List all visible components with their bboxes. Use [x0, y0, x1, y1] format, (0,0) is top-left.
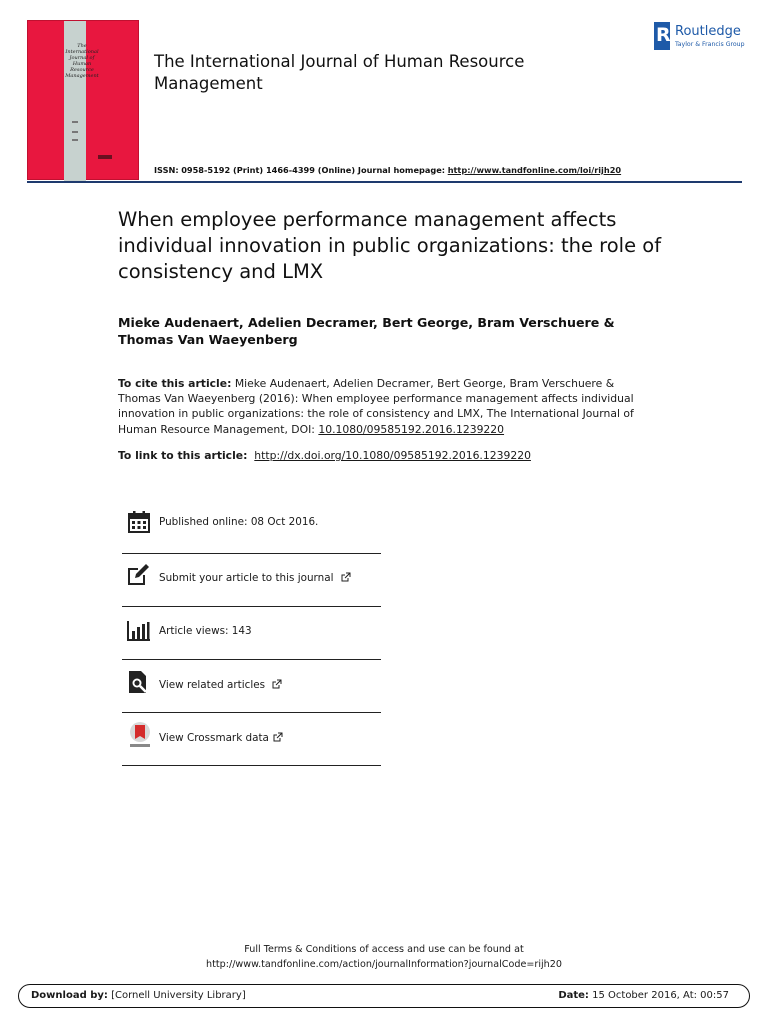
routledge-logo[interactable]: [654, 22, 754, 52]
terms-notice: [0, 942, 768, 972]
download-by-label: Download by:: [31, 990, 108, 1001]
submit-article-label: Submit your article to this journal: [159, 572, 334, 584]
terms-url[interactable]: http://www.tandfonline.com/action/journalInformation?journalCode=rijh20: [206, 959, 562, 970]
published-date: Published online: 08 Oct 2016.: [159, 516, 319, 528]
external-link-icon: [341, 572, 351, 582]
cover-title-line: Human: [72, 61, 92, 67]
bar-chart-icon: [127, 619, 151, 643]
journal-title: The International Journal of Human Resource Management: [154, 52, 525, 93]
edit-icon: [127, 563, 151, 587]
issn-line: [154, 165, 621, 175]
download-info-bar: [18, 984, 750, 1008]
crossmark-label: View Crossmark data: [159, 732, 269, 744]
citation-block: [118, 376, 658, 437]
crossmark-link[interactable]: [159, 732, 283, 744]
download-by-value: [Cornell University Library]: [111, 990, 246, 1001]
download-by: [31, 990, 246, 1001]
issn-text: 0958-5192 (Print) 1466-4399 (Online) Journal homepage:: [181, 165, 446, 175]
article-title: When employee performance management affects individual innovation in public organizations: the role of consistency and LMX: [118, 208, 662, 283]
download-date-label: Date:: [558, 990, 589, 1001]
external-link-icon: [273, 732, 283, 742]
info-crossmark[interactable]: [122, 713, 381, 766]
download-date-value: 15 October 2016, At: 00:57: [592, 990, 729, 1001]
journal-homepage-link[interactable]: http://www.tandfonline.com/loi/rijh20: [447, 165, 622, 175]
publisher-name: Routledge: [675, 24, 741, 39]
calendar-icon: [127, 510, 151, 534]
info-related-articles[interactable]: [122, 660, 381, 713]
cover-title-line: Management: [65, 73, 99, 79]
article-authors: Mieke Audenaert, Adelien Decramer, Bert George, Bram Verschuere & Thomas Van Waeyenberg: [118, 315, 615, 347]
article-info-list: [122, 502, 381, 766]
crossmark-icon: [127, 721, 153, 749]
terms-line: Full Terms & Conditions of access and use can be found at: [244, 944, 524, 955]
cover-ornament: [72, 121, 78, 123]
info-published: [122, 502, 381, 554]
cover-title-line: Resource: [70, 67, 94, 73]
info-submit-article[interactable]: [122, 554, 381, 607]
cover-ornament: [72, 131, 78, 133]
header-divider: [27, 181, 742, 183]
info-article-views: [122, 607, 381, 660]
article-doi-link[interactable]: http://dx.doi.org/10.1080/09585192.2016.1239220: [254, 449, 531, 462]
external-link-icon: [272, 679, 282, 689]
article-views: Article views: 143: [159, 625, 252, 637]
cite-label: To cite this article:: [118, 377, 232, 390]
cover-ornament: [72, 139, 78, 141]
download-date: [558, 990, 729, 1001]
search-document-icon: [127, 670, 151, 694]
cite-text: Mieke Audenaert, Adelien Decramer, Bert George, Bram Verschuere & Thomas Van Waeyenberg (2016): When employee performance management affects individual innovation in public organizations: the role of consistency and LMX, The International Journal of Human Resource Management, DOI:: [118, 377, 634, 436]
journal-cover-image: [27, 20, 139, 180]
cover-title-line: The: [77, 43, 87, 49]
cover-title-line: International: [65, 49, 99, 55]
cover-publisher-mark: [98, 155, 112, 159]
issn-label: ISSN:: [154, 165, 179, 175]
publisher-subtitle: Taylor & Francis Group: [675, 41, 745, 48]
related-articles-link[interactable]: [159, 679, 282, 691]
link-label: To link to this article:: [118, 449, 248, 462]
related-articles-label: View related articles: [159, 679, 266, 691]
cover-title-line: Journal of: [69, 55, 95, 61]
cite-doi-link[interactable]: 10.1080/09585192.2016.1239220: [318, 422, 505, 436]
routledge-r-logo-icon: R: [654, 22, 670, 50]
article-link-line: [118, 448, 678, 463]
cover-title: [64, 43, 100, 79]
submit-article-link[interactable]: [159, 572, 351, 584]
